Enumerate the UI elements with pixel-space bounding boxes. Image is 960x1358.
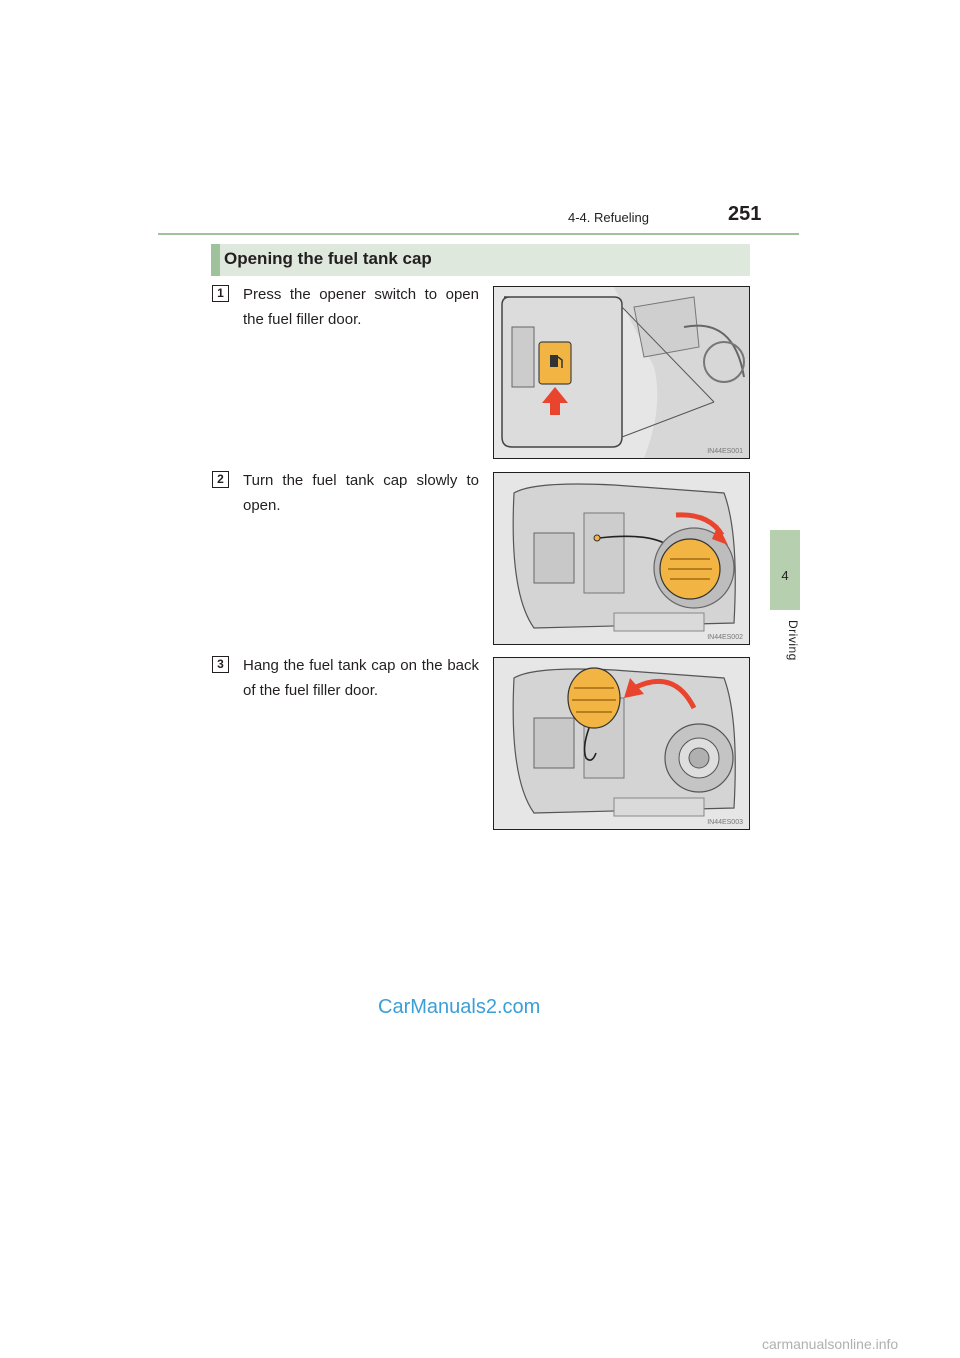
figure-hang-cap xyxy=(493,657,750,830)
step-text: Turn the fuel tank cap slowly to open. xyxy=(243,472,479,514)
step-text: Hang the fuel tank cap on the back of the fuel filler door. xyxy=(243,657,479,699)
header-rule xyxy=(158,233,799,235)
figure-turn-cap xyxy=(493,472,750,645)
step-text: Press the opener switch to open the fuel filler door. xyxy=(243,286,479,328)
figure-code: IN44ES002 xyxy=(707,634,743,641)
page-number: 251 xyxy=(728,203,762,225)
figure-code: IN44ES001 xyxy=(707,448,743,455)
step-number: 1 xyxy=(212,285,229,302)
section-header: 4-4. Refueling xyxy=(568,210,649,225)
figure-code: IN44ES003 xyxy=(707,819,743,826)
footer-watermark: carmanualsonline.info xyxy=(762,1336,899,1352)
fuel-cap xyxy=(568,668,620,728)
step-number: 3 xyxy=(212,656,229,673)
section-title: Opening the fuel tank cap xyxy=(224,249,432,268)
chapter-tab-label: Driving xyxy=(786,620,800,661)
chapter-tab-number: 4 xyxy=(781,568,789,583)
watermark: CarManuals2.com xyxy=(378,996,541,1018)
step-number: 2 xyxy=(212,471,229,488)
figure-opener-switch xyxy=(493,286,750,459)
